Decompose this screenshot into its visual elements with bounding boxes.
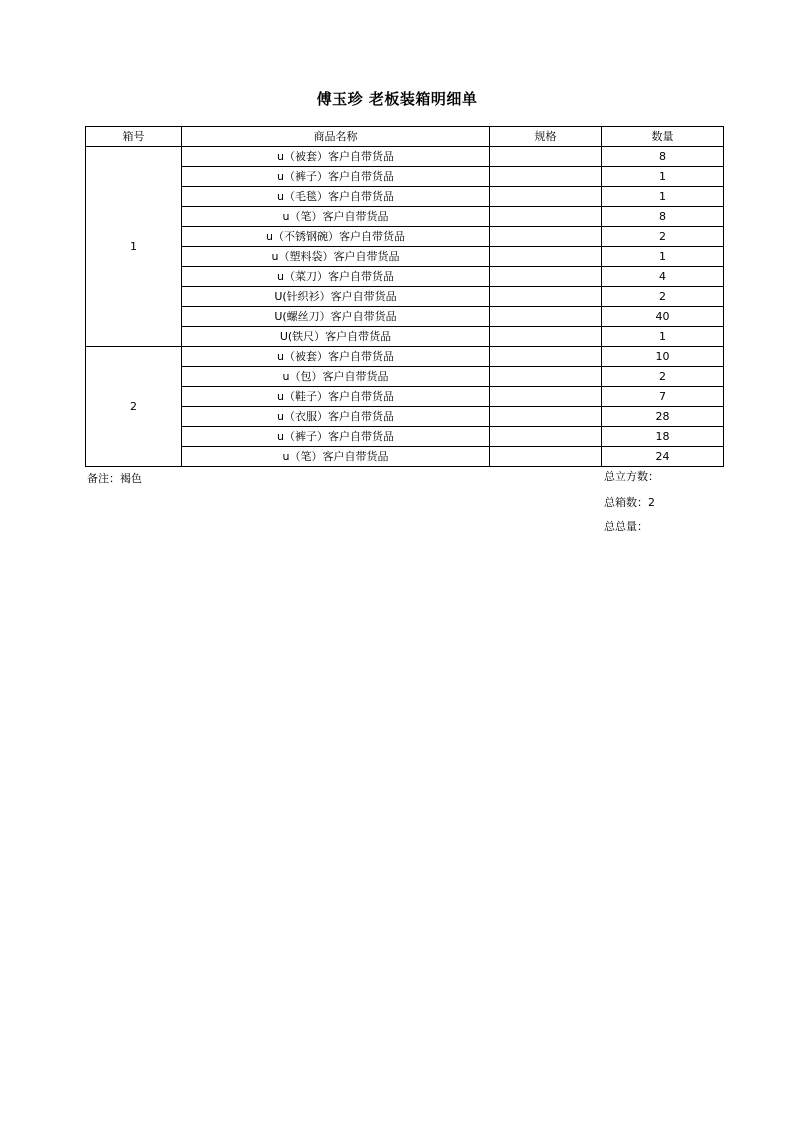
spec-cell [490,147,602,167]
header-product-name: 商品名称 [182,127,490,147]
product-name-cell: u（衣服）客户自带货品 [182,407,490,427]
product-name-cell: u（笔）客户自带货品 [182,207,490,227]
table-header-row [86,127,724,147]
quantity-cell: 1 [602,187,724,207]
quantity-cell: 1 [602,327,724,347]
spec-cell [490,227,602,247]
product-name-cell: u（裤子）客户自带货品 [182,427,490,447]
product-name-cell: u（毛毯）客户自带货品 [182,187,490,207]
total-volume-label: 总立方数： [604,470,659,483]
table-row [86,247,724,267]
table-row [86,367,724,387]
table-row [86,227,724,247]
product-name-cell: u（塑料袋）客户自带货品 [182,247,490,267]
table-row [86,447,724,467]
spec-cell [490,427,602,447]
product-name-cell: u（笔）客户自带货品 [182,447,490,467]
spec-cell [490,187,602,207]
quantity-cell: 24 [602,447,724,467]
product-name-cell: U(铁尺）客户自带货品 [182,327,490,347]
header-box-no: 箱号 [86,127,182,147]
table-row [86,387,724,407]
product-name-cell: U(针织衫）客户自带货品 [182,287,490,307]
spec-cell [490,307,602,327]
spec-cell [490,327,602,347]
product-name-cell: u（被套）客户自带货品 [182,347,490,367]
product-name-cell: u（鞋子）客户自带货品 [182,387,490,407]
spec-cell [490,267,602,287]
product-name-cell: u（菜刀）客户自带货品 [182,267,490,287]
product-name-cell: u（裤子）客户自带货品 [182,167,490,187]
total-boxes-label: 总箱数：2 [604,496,655,509]
product-name-cell: u（包）客户自带货品 [182,367,490,387]
quantity-cell: 28 [602,407,724,427]
table-row [86,427,724,447]
header-quantity: 数量 [602,127,724,147]
quantity-cell: 8 [602,207,724,227]
spec-cell [490,387,602,407]
spec-cell [490,287,602,307]
table-body [86,147,724,467]
quantity-cell: 2 [602,227,724,247]
spec-cell [490,247,602,267]
header-spec: 规格 [490,127,602,147]
table-row [86,347,724,367]
quantity-cell: 2 [602,367,724,387]
product-name-cell: u（被套）客户自带货品 [182,147,490,167]
total-weight-label: 总总量： [604,520,648,533]
box-number-cell: 1 [86,147,182,347]
table-row [86,187,724,207]
table-row [86,307,724,327]
product-name-cell: U(螺丝刀）客户自带货品 [182,307,490,327]
table-row [86,207,724,227]
quantity-cell: 2 [602,287,724,307]
table-row [86,287,724,307]
table-row [86,267,724,287]
quantity-cell: 18 [602,427,724,447]
spec-cell [490,407,602,427]
table-row [86,167,724,187]
box-number-cell: 2 [86,347,182,467]
quantity-cell: 4 [602,267,724,287]
quantity-cell: 8 [602,147,724,167]
document-title: 傅玉珍 老板装箱明细单 [316,90,478,108]
spec-cell [490,167,602,187]
product-name-cell: u（不锈钢碗）客户自带货品 [182,227,490,247]
spec-cell [490,447,602,467]
quantity-cell: 1 [602,167,724,187]
spec-cell [490,207,602,227]
table-row [86,407,724,427]
spec-cell [490,367,602,387]
quantity-cell: 7 [602,387,724,407]
quantity-cell: 10 [602,347,724,367]
packing-list-table [85,126,724,467]
spec-cell [490,347,602,367]
quantity-cell: 1 [602,247,724,267]
table-row [86,147,724,167]
remark-text: 备注：褐色 [87,472,142,485]
table-row [86,327,724,347]
quantity-cell: 40 [602,307,724,327]
